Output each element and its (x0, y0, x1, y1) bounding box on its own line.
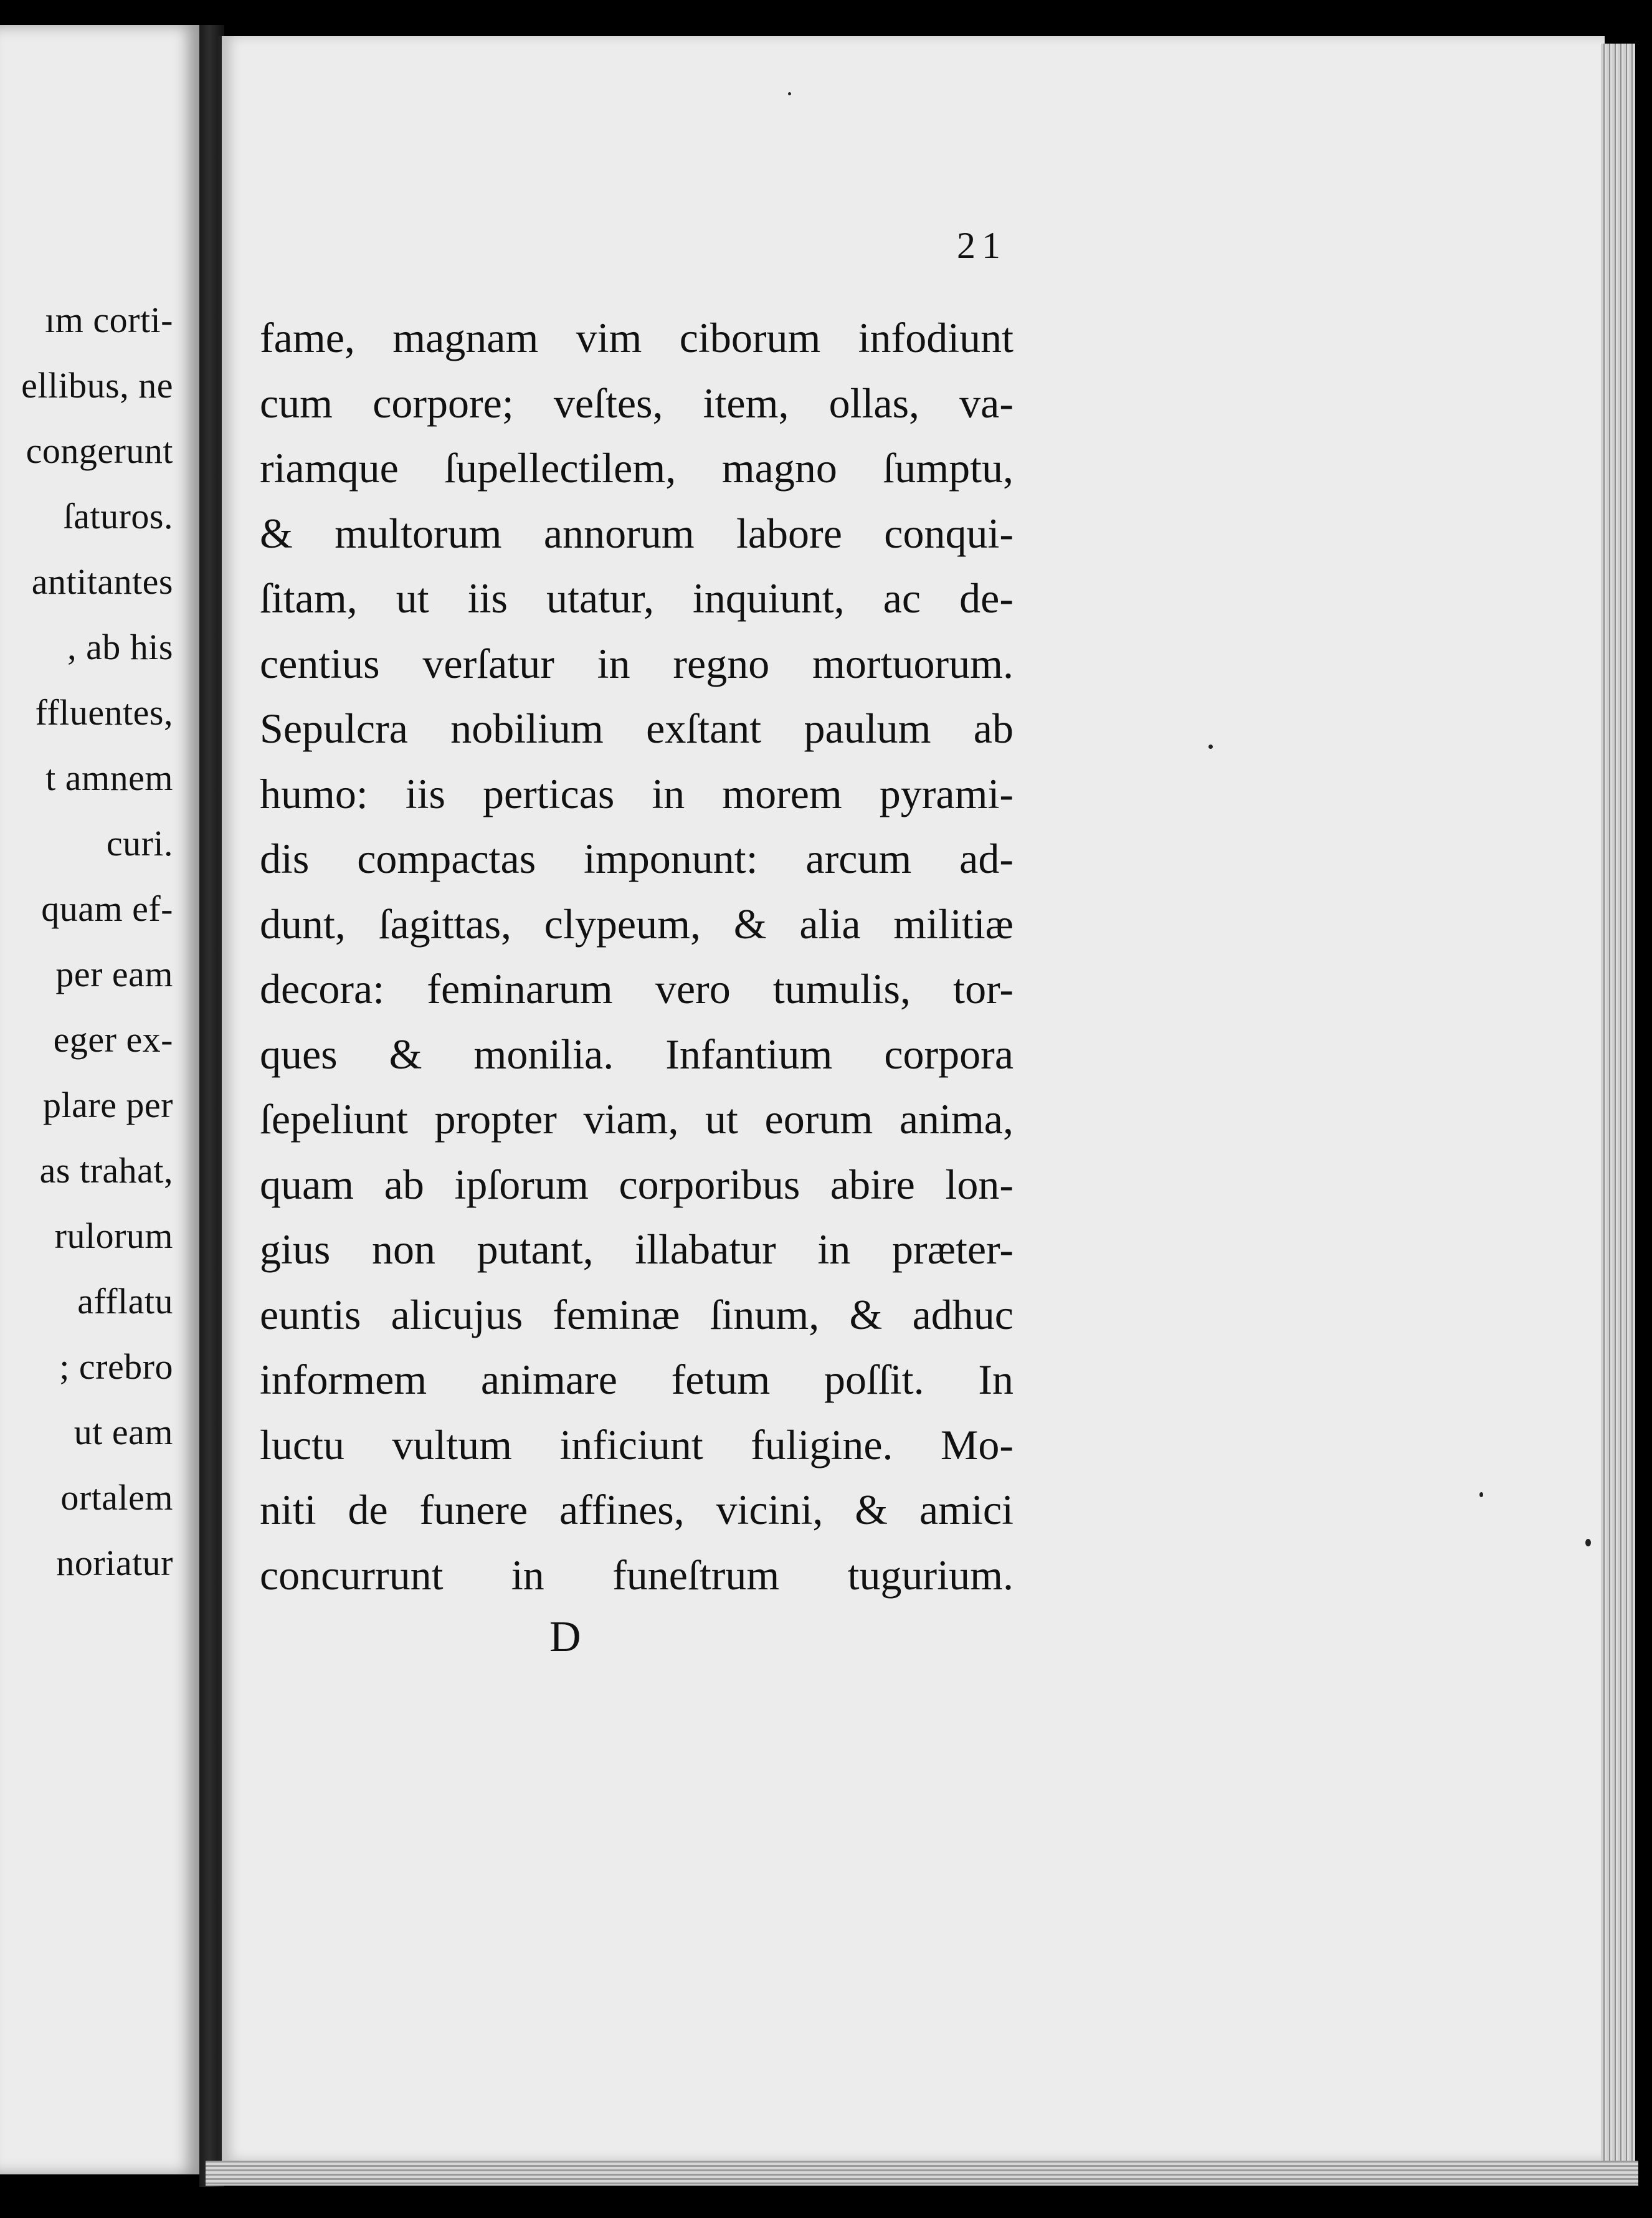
left-page-line: afflatu (77, 1281, 173, 1321)
left-page-line: plare per (43, 1085, 173, 1125)
text-line: humo: iis perticas in morem pyrami- (260, 769, 1014, 817)
left-page-line: curi. (106, 823, 173, 864)
left-page-line: ſaturos. (63, 496, 173, 536)
scan-speck (1585, 1539, 1591, 1546)
scan-speck (788, 92, 791, 95)
left-page-line: ; crebro (59, 1346, 173, 1387)
text-line: dis compactas imponunt: arcum ad- (260, 835, 1014, 882)
text-line: dunt, ſagittas, clypeum, & alia militiæ (260, 900, 1014, 948)
text-line: & multorum annorum labore conqui- (260, 509, 1014, 557)
text-line: gius non putant, illabatur in præter- (260, 1226, 1014, 1273)
text-line: riamque ſupellectilem, magno ſumptu, (260, 444, 1014, 492)
left-page-line: ellibus, ne (21, 365, 173, 406)
text-line: cum corpore; veſtes, item, ollas, va- (260, 379, 1014, 427)
scan-speck (1479, 1492, 1483, 1497)
page-number: 21 (957, 225, 1007, 266)
left-page-line: antitantes (31, 561, 173, 602)
left-page-line: ortalem (60, 1477, 173, 1518)
left-page-line: ut eam (74, 1412, 173, 1452)
left-page-line: rulorum (54, 1216, 173, 1256)
text-line: luctu vultum inficiunt fuligine. Mo- (260, 1421, 1014, 1468)
left-page-line: ffluentes, (35, 692, 173, 733)
left-page-line: congerunt (26, 431, 173, 471)
catchword: D (549, 1613, 581, 1661)
left-page-line: as trahat, (39, 1150, 173, 1191)
text-line: decora: feminarum vero tumulis, tor- (260, 965, 1014, 1012)
text-line: niti de funere affines, vicini, & amici (260, 1486, 1014, 1533)
left-page-line: , ab his (67, 627, 173, 667)
text-line: centius verſatur in regno mortuorum. (260, 639, 1014, 687)
facing-page-left (0, 25, 199, 2174)
left-page-line: quam ef- (41, 888, 173, 929)
page-bottom-edge (206, 2161, 1638, 2186)
left-page-line: t amnem (45, 758, 173, 798)
text-line: euntis alicujus feminæ ſinum, & adhuc (260, 1290, 1014, 1338)
left-page-line: noriatur (56, 1543, 173, 1583)
text-line: ſitam, ut iis utatur, inquiunt, ac de- (260, 574, 1014, 622)
text-line: concurrunt in funeſtrum tugurium. (260, 1551, 1014, 1599)
left-page-line: ım corti- (45, 300, 173, 340)
text-line: ques & monilia. Infantium corpora (260, 1030, 1014, 1078)
body-text (260, 305, 1014, 1607)
scan-speck (1208, 745, 1213, 749)
text-line: ſepeliunt propter viam, ut eorum anima, (260, 1095, 1014, 1143)
text-line: Sepulcra nobilium exſtant paulum ab (260, 705, 1014, 752)
left-page-line: per eam (55, 954, 173, 994)
page-fore-edge (1601, 44, 1635, 2162)
text-line: quam ab ipſorum corporibus abire lon- (260, 1160, 1014, 1208)
text-line: fame, magnam vim ciborum infodiunt (260, 314, 1014, 361)
text-line: informem animare fetum poſſit. In (260, 1356, 1014, 1403)
left-page-line: eger ex- (53, 1019, 173, 1060)
